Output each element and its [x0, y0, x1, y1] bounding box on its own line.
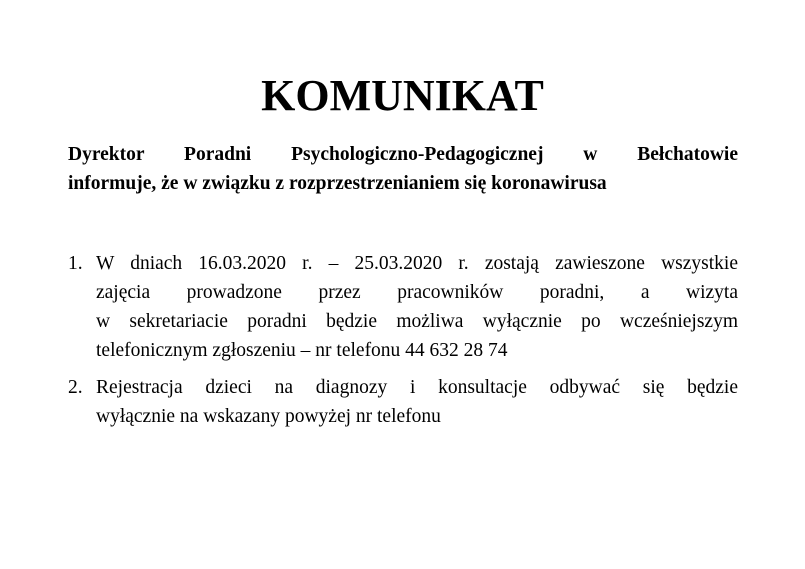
list-item-1-number: 1. [68, 253, 83, 274]
announcement-list [68, 249, 738, 439]
list-item-2 [68, 373, 738, 431]
list-item-2-line-2: wyłącznie na wskazany powyżej nr telefonu [96, 406, 441, 427]
intro-line-1: Dyrektor Poradni Psychologiczno-Pedagogicznej w Bełchatowie [68, 144, 738, 165]
document-title: KOMUNIKAT [261, 71, 544, 120]
intro-paragraph [68, 140, 738, 198]
list-item-2-number: 2. [68, 377, 83, 398]
list-item-2-line-1: Rejestracja dzieci na diagnozy i konsultacje odbywać się będzie [96, 377, 738, 398]
list-item-1-line-2: zajęcia prowadzone przez pracowników poradni, a wizyta [96, 282, 738, 303]
list-item-1-line-1: W dniach 16.03.2020 r. – 25.03.2020 r. zostają zawieszone wszystkie [96, 253, 738, 274]
list-item-1-line-4: telefonicznym zgłoszeniu – nr telefonu 44 632 28 74 [96, 340, 508, 361]
list-item-1 [68, 249, 738, 365]
intro-line-2: informuje, że w związku z rozprzestrzenianiem się koronawirusa [68, 173, 607, 194]
list-item-1-line-3: w sekretariacie poradni będzie możliwa wyłącznie po wcześniejszym [96, 311, 738, 332]
